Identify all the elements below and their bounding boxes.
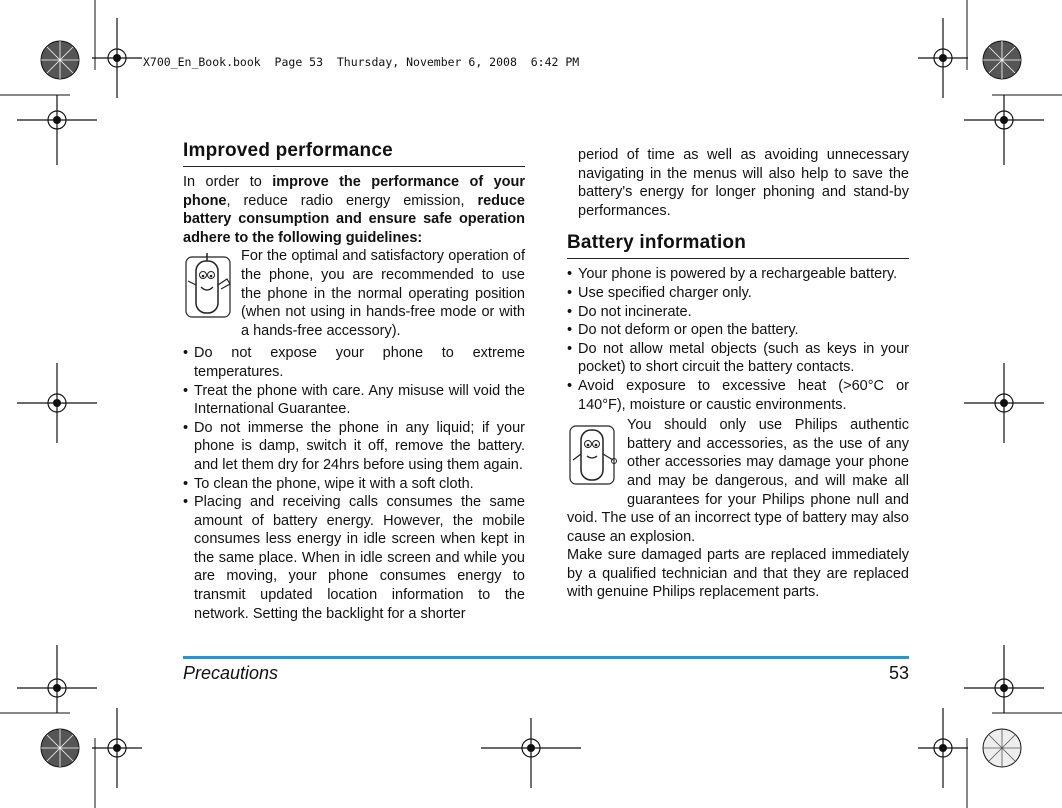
list-item: • Do not incinerate. <box>567 303 909 322</box>
continuation-text: period of time as well as avoiding unnecessary navigating in the menus will also help to save the battery's energy for longer phoning and stand-by performances. <box>578 147 909 219</box>
section-heading-improved-performance: Improved performance <box>183 140 525 167</box>
list-item: • Do not expose your phone to extreme temperatures. <box>183 344 525 381</box>
battery-note-text: You should only use Philips authentic battery and accessories, as the use of any other accessories may damage your phone and may be dangerous, and will make all guarantees for your Philips phone null and void. The use of an incorrect type of battery may also cause an explosion. <box>567 417 909 545</box>
phone-mascot-icon <box>183 251 233 326</box>
list-item: • Placing and receiving calls consumes the same amount of battery energy. However, the mobile consumes less energy in idle screen when kept in the same place. When in idle screen and while you are moving, your phone consumes energy to transmit updated location information to the network. Setting the backlight for a shorter <box>183 493 525 623</box>
list-item: • Treat the phone with care. Any misuse will void the International Guarantee. <box>183 382 525 419</box>
page-number: 53 <box>888 663 909 683</box>
operation-note-text: For the optimal and satisfactory operation of the phone, you are recommended to use the phone in the normal operating position (when not using in hands-free mode or with a hands-free accessory). <box>241 248 525 339</box>
operation-note <box>183 247 525 340</box>
list-item: • Use specified charger only. <box>567 284 909 303</box>
battery-list <box>567 265 909 414</box>
page-footer <box>183 656 909 684</box>
left-column <box>183 140 525 623</box>
intro-bold-1: improve the performance of your phone <box>183 174 525 209</box>
closing-paragraph: Make sure damaged parts are replaced immediately by a qualified technician and that they are replaced with genuine Philips replacement parts. <box>567 547 909 601</box>
intro-paragraph <box>183 173 525 247</box>
battery-note <box>567 416 909 546</box>
intro-mid: , reduce radio energy emission, <box>226 192 478 209</box>
phone-mascot-icon <box>567 420 619 494</box>
list-item: • Do not deform or open the battery. <box>567 321 909 340</box>
guideline-list <box>183 344 525 623</box>
right-column <box>567 146 909 602</box>
print-header: X700_En_Book.book Page 53 Thursday, November 6, 2008 6:42 PM <box>143 55 580 69</box>
list-item: • Your phone is powered by a rechargeable battery. <box>567 265 909 284</box>
footer-section-title: Precautions <box>183 663 279 683</box>
list-item: • Avoid exposure to excessive heat (>60°C or 140°F), moisture or caustic environments. <box>567 377 909 414</box>
list-item: • Do not immerse the phone in any liquid; if your phone is damp, switch it off, remove the battery. and let them dry for 24hrs before using them again. <box>183 419 525 475</box>
section-heading-battery-information: Battery information <box>567 232 909 259</box>
intro-bold-2: reduce battery consumption and ensure safe operation adhere to the following guidelines: <box>183 192 525 246</box>
list-item: • To clean the phone, wipe it with a soft cloth. <box>183 475 525 494</box>
list-item: • Do not allow metal objects (such as keys in your pocket) to short circuit the battery contacts. <box>567 340 909 377</box>
intro-prefix: In order to <box>183 174 273 190</box>
